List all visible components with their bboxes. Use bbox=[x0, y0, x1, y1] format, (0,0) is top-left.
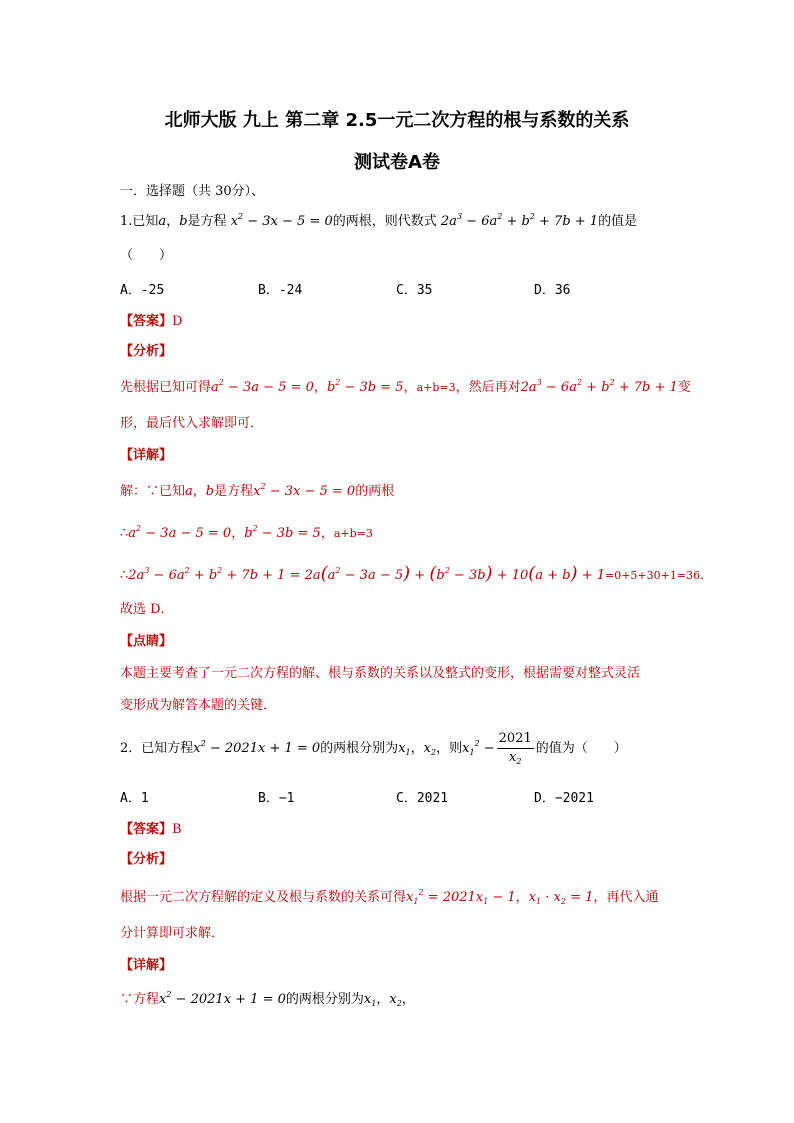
q1-comment-line2: 变形成为解答本题的关键． bbox=[120, 698, 277, 713]
document-title: 北师大版 九上 第二章 2.5一元二次方程的根与系数的关系 bbox=[164, 110, 630, 131]
q2-fraction: $\frac{2021}{x_2}$ bbox=[498, 731, 532, 766]
q1-answer: 【答案】D bbox=[120, 314, 183, 329]
q1-detail-line2: $\therefore a^2 - 3a - 5 = 0$，$b^2 - 3b = 5$，a+b=3 bbox=[120, 524, 373, 541]
q2-stem: 2．已知方程$x^2 - 2021x + 1 = 0$的两根分别为$x_1$，$x_2$，则$x_1^2$ − $\frac{2021}{x_2}$ 的值为（ ） bbox=[120, 731, 627, 766]
q2-analysis-tag: 【分析】 bbox=[120, 852, 173, 867]
q1-detail-line3: $\therefore 2a^3 - 6a^2 + b^2 + 7b + 1 = 2a(a^2 - 3a - 5) + (b^2 - 3b) + 10(a + b) + 1=0+5+30+1=36$． bbox=[120, 563, 714, 584]
q1-comment-line1: 本题主要考查了一元二次方程的解、根与系数的关系以及整式的变形，根据需要对整式灵活 bbox=[120, 666, 641, 681]
q2-detail-line1: ∵方程$x^2 - 2021x + 1 = 0$的两根分别为$x_1$，$x_2$， bbox=[120, 990, 415, 1008]
q1-paren: （ ） bbox=[120, 248, 173, 263]
q2-option-d: D．−2021 bbox=[534, 791, 594, 806]
q1-detail-line1: 解：∵已知a，b是方程$x^2 - 3x - 5 = 0$的两根 bbox=[120, 482, 395, 499]
q2-option-c: C．2021 bbox=[396, 791, 449, 806]
q2-answer: 【答案】B bbox=[120, 822, 182, 837]
q1-analysis-tag: 【分析】 bbox=[120, 344, 173, 359]
q2-option-a: A．1 bbox=[120, 791, 149, 806]
q1-stem: 1.已知a，b是方程 $x^2 - 3x - 5 = 0$的两根，则代数式 $2a^3 - 6a^2 + b^2 + 7b + 1$的值是 bbox=[120, 212, 638, 229]
q1-conclusion: 故选 D． bbox=[120, 602, 174, 617]
q1-equation: $x^2 - 3x - 5 = 0$ bbox=[230, 212, 333, 229]
q2-analysis-line2: 分计算即可求解． bbox=[120, 926, 225, 941]
q2-analysis: 根据一元二次方程解的定义及根与系数的关系可得$x_1^2 = 2021x_1 - 1$，$x_1 \cdot x_2 = 1$，再代入通 bbox=[120, 888, 659, 906]
q1-options bbox=[120, 281, 680, 301]
q1-analysis: 先根据已知可得$a^2 - 3a - 5 = 0$，$b^2 - 3b = 5$，a+b=3，然后再对$2a^3 - 6a^2 + b^2 + 7b + 1$变 bbox=[120, 378, 691, 395]
q1-option-a: A．-25 bbox=[120, 283, 165, 298]
q1-analysis-line2: 形，最后代入求解即可． bbox=[120, 416, 264, 431]
q1-expression: $2a^3 - 6a^2 + b^2 + 7b + 1$ bbox=[440, 212, 599, 229]
q1-option-b: B．-24 bbox=[258, 283, 303, 298]
document-subtitle: 测试卷A卷 bbox=[354, 152, 440, 173]
q2-option-b: B．−1 bbox=[258, 791, 295, 806]
q2-options bbox=[120, 789, 680, 809]
q1-option-c: C．35 bbox=[396, 283, 433, 298]
q1-detail-tag: 【详解】 bbox=[120, 448, 173, 463]
q2-detail-tag: 【详解】 bbox=[120, 958, 173, 973]
section-heading: 一．选择题（共 30分）、 bbox=[120, 184, 265, 199]
q1-comment-tag: 【点睛】 bbox=[120, 634, 173, 649]
q1-option-d: D．36 bbox=[534, 283, 571, 298]
